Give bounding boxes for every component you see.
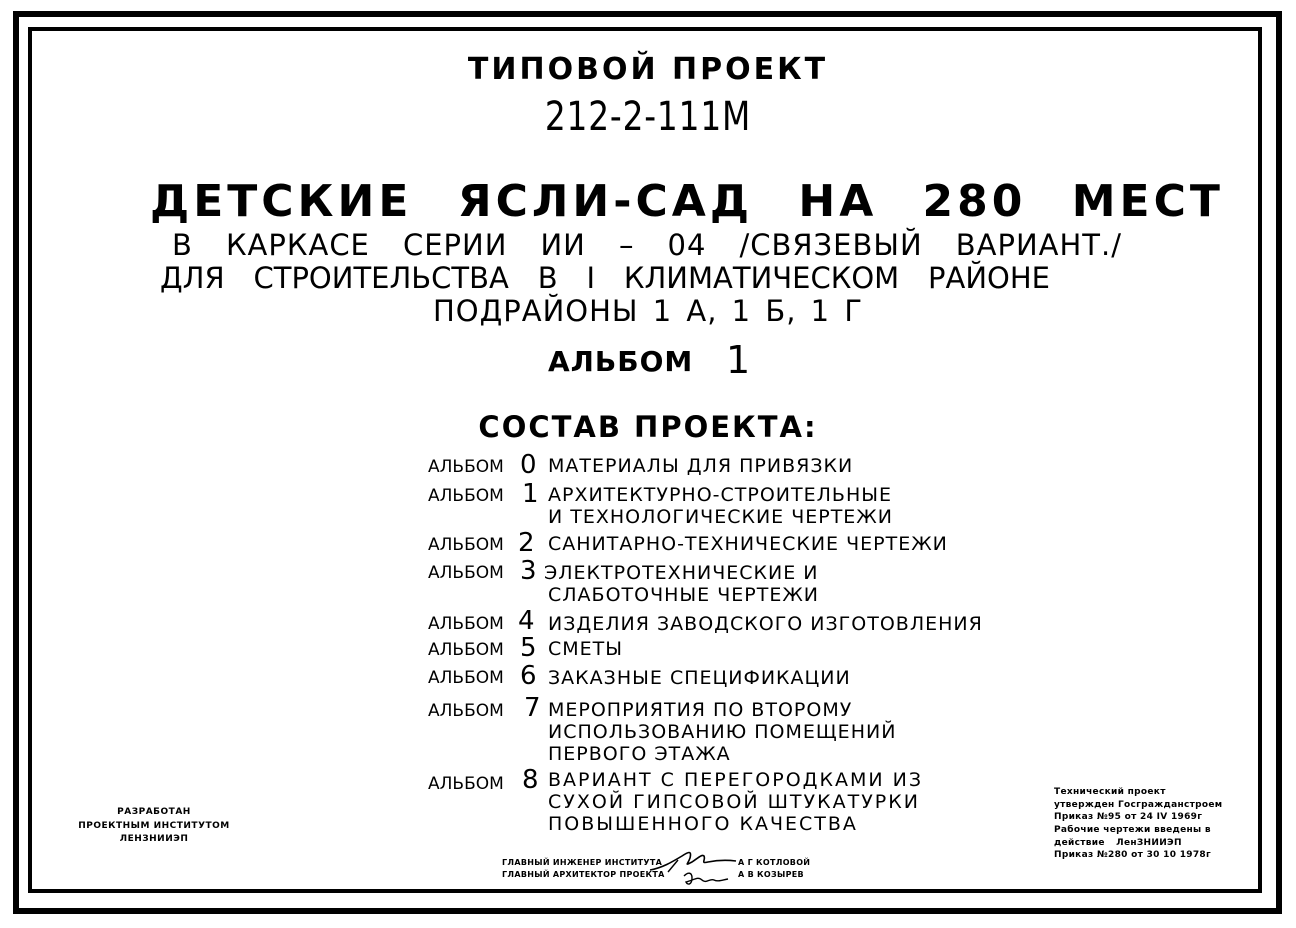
album-item-desc: ВАРИАНТ С ПЕРЕГОРОДКАМИ ИЗ	[548, 769, 924, 791]
album-item-label: АЛЬБОМ	[428, 774, 504, 794]
album-item-label: АЛЬБОМ	[428, 486, 504, 506]
developer-line-3: ЛЕНЗНИИЭП	[119, 834, 189, 844]
album-item-number: 0	[520, 450, 537, 480]
project-number: 212-2-111М	[544, 94, 752, 140]
approval-line-6: Приказ №280 от 30 10 1978г	[1054, 850, 1211, 860]
album-item-number: 2	[518, 528, 535, 558]
album-item-desc: МАТЕРИАЛЫ ДЛЯ ПРИВЯЗКИ	[548, 455, 854, 477]
album-item-desc: САНИТАРНО-ТЕХНИЧЕСКИЕ ЧЕРТЕЖИ	[548, 533, 948, 555]
album-item-desc: ЭЛЕКТРОТЕХНИЧЕСКИЕ И	[544, 562, 819, 584]
approval-line-4: Рабочие чертежи введены в	[1054, 825, 1211, 835]
project-type: ТИПОВОЙ ПРОЕКТ	[467, 52, 829, 87]
approval-line-5: действие ЛенЗНИИЭП	[1054, 838, 1182, 848]
developer-line-2: ПРОЕКТНЫМ ИНСТИТУТОМ	[78, 821, 230, 831]
album-item-label: АЛЬБОМ	[428, 640, 504, 660]
album-item-number: 1	[522, 479, 539, 509]
album-item-desc: СЛАБОТОЧНЫЕ ЧЕРТЕЖИ	[548, 584, 820, 606]
handwritten-signatures	[648, 846, 740, 888]
album-item-desc: ПЕРВОГО ЭТАЖА	[548, 743, 731, 765]
album-item-label: АЛЬБОМ	[428, 563, 504, 583]
album-item-desc: ПОВЫШЕННОГО КАЧЕСТВА	[548, 813, 858, 835]
album-item-label: АЛЬБОМ	[428, 701, 504, 721]
approval-line-3: Приказ №95 от 24 IV 1969г	[1054, 812, 1203, 822]
chief-architect-title: ГЛАВНЫЙ АРХИТЕКТОР ПРОЕКТА	[502, 870, 665, 879]
album-item-label: АЛЬБОМ	[428, 614, 504, 634]
album-item-label: АЛЬБОМ	[428, 457, 504, 477]
album-item-desc: ЗАКАЗНЫЕ СПЕЦИФИКАЦИИ	[548, 667, 851, 689]
main-title: ДЕТСКИЕ ЯСЛИ-САД НА 280 МЕСТ	[150, 176, 1224, 227]
album-item-number: 3	[520, 556, 537, 586]
chief-engineer-title: ГЛАВНЫЙ ИНЖЕНЕР ИНСТИТУТА	[502, 858, 663, 867]
album-item-desc: СМЕТЫ	[548, 638, 624, 660]
album-item-desc: И ТЕХНОЛОГИЧЕСКИЕ ЧЕРТЕЖИ	[548, 506, 893, 528]
album-item-desc: АРХИТЕКТУРНО-СТРОИТЕЛЬНЫЕ	[548, 484, 893, 506]
composition-title: СОСТАВ ПРОЕКТА:	[478, 410, 818, 444]
album-label: АЛЬБОМ	[548, 345, 694, 378]
developer-line-1: РАЗРАБОТАН	[117, 807, 191, 817]
chief-engineer-name: А Г КОТЛОВОЙ	[738, 858, 811, 867]
album-item-number: 6	[520, 661, 537, 691]
album-item-desc: СУХОЙ ГИПСОВОЙ ШТУКАТУРКИ	[548, 791, 920, 813]
approval-line-2: утвержден Госгражданстроем	[1054, 800, 1223, 810]
subtitle-line-3: ПОДРАЙОНЫ 1 А, 1 Б, 1 Г	[432, 294, 864, 328]
album-item-desc: МЕРОПРИЯТИЯ ПО ВТОРОМУ	[548, 699, 853, 721]
album-item-number: 4	[518, 606, 535, 636]
album-item-label: АЛЬБОМ	[428, 535, 504, 555]
album-item-label: АЛЬБОМ	[428, 668, 504, 688]
subtitle-line-2: ДЛЯ СТРОИТЕЛЬСТВА В I КЛИМАТИЧЕСКОМ РАЙОНЕ	[160, 261, 1050, 295]
album-item-desc: ИЗДЕЛИЯ ЗАВОДСКОГО ИЗГОТОВЛЕНИЯ	[548, 613, 983, 635]
album-item-desc: ИСПОЛЬЗОВАНИЮ ПОМЕЩЕНИЙ	[548, 721, 897, 743]
album-item-number: 7	[524, 693, 541, 723]
subtitle-line-1: В КАРКАСЕ СЕРИИ ИИ – 04 /СВЯЗЕВЫЙ ВАРИАНТ./	[172, 228, 1122, 262]
album-item-number: 5	[520, 633, 537, 663]
chief-architect-name: А В КОЗЫРЕВ	[738, 870, 804, 879]
album-item-number: 8	[522, 765, 539, 795]
approval-line-1: Технический проект	[1054, 787, 1166, 797]
album-number: 1	[726, 338, 751, 382]
